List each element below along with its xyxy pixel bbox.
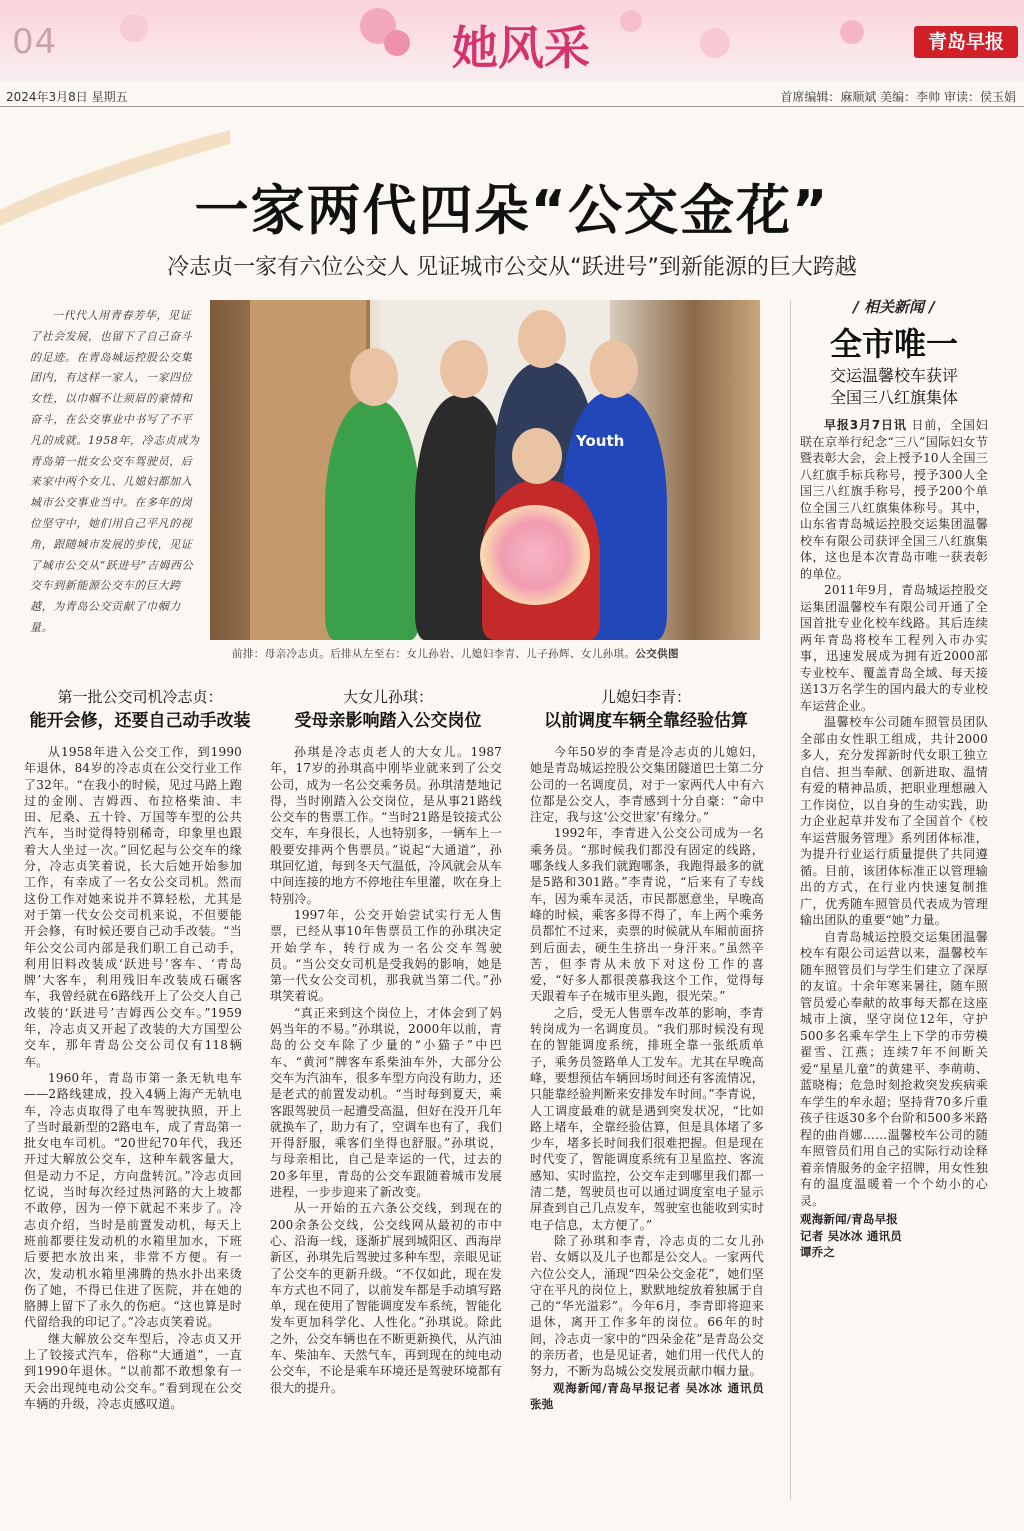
article-byline: 观海新闻/青岛早报记者 吴冰冰 通讯员 张弛 [530, 1380, 764, 1411]
photo-caption-text: 前排：母亲冷志贞。后排从左至右：女儿孙岩、儿媳妇李青、儿子孙辉、女儿孙琪。 [232, 648, 636, 660]
flower-decoration-icon [620, 10, 642, 32]
sidebar-title: 全市唯一 [829, 325, 958, 363]
sidebar-lead: 早报3月7日讯 [824, 418, 907, 432]
page-number: 04 [12, 22, 58, 62]
related-news-label: / 相关新闻 / [853, 298, 935, 316]
photo-head [518, 310, 566, 368]
paragraph: 从一开始的五六条公交线，到现在的200余条公交线，公交线网从最初的市中心、沿海一线，逐渐扩展到城阳区、西海岸新区，孙琪先后驾驶过多种车型，亲眼见证了公交车的更新升级。“不仅如此，现在发车方式也不同了，以前发车都是手动填写路单，现在使用了智能调度发车系统，智能化发车更加科学化、人性化。”孙琪说。除此之外，公交车辆也在不断更新换代，从汽油车、柴油车、天然气车，再到现在的纯电动公交车，不论是乘车环境还是驾驶环境都有很大的提升。 [270, 1201, 502, 1395]
column-title: 能开会修，还要自己动手改装 [29, 711, 251, 731]
related-news-sidebar [800, 296, 988, 1261]
article-column-1 [24, 744, 242, 1412]
sidebar-subtitle-2: 全国三八红旗集体 [829, 388, 958, 407]
paragraph: 孙琪是冷志贞老人的大女儿。1987年，17岁的孙琪高中刚毕业就来到了公交公司，成为一名公交乘务员。孙琪清楚地记得，当时刚踏入公交岗位，是从事21路线公交车的售票工作。“当时21路是铰接式公交车，车身很长，人也特别多，一辆车上一般要安排两个售票员。”说起“大通道”，孙琪回忆道，每到冬天气温低，冷风就会从车中间连接的地方不停地往车里灌，吹在身上特别冷。 [270, 745, 502, 906]
paragraph: 继大解放公交车型后，冷志贞又开上了铰接式汽车，俗称“大通道”，一直到1990年退休。“以前都不敢想象有一天会出现纯电动公交车。”看到现在公交车辆的升级，冷志贞感叹道。 [24, 1331, 242, 1411]
column-kicker: 大女儿孙琪： [342, 688, 433, 706]
paragraph: 除了孙琪和李青，冷志贞的二女儿孙岩、女婿以及儿子也都是公交人。一家两代六位公交人，涌现“四朵公交金花”，她们坚守在平凡的岗位上，默默地绽放着独属于自己的“华光溢彩”。今年6月，李青即将迎来退休，离开工作多年的岗位。66年的时间，冷志贞一家中的“四朵金花”是青岛公交的亲历者，也是见证者，她们用一代代人的努力，不断为岛城公交发展贡献巾帼力量。 [530, 1233, 764, 1379]
flower-decoration-icon [120, 14, 148, 42]
paragraph: 之后，受无人售票车改革的影响，李青转岗成为一名调度员。“我们那时候没有现在的智能调度系统，排班全靠一张纸质单子，乘务员签路单人工发车。尤其在早晚高峰，要想预估车辆回场时间还有客流情况，只能靠经验判断来安排发车时间。”李青说，人工调度最难的就是遇到突发状况，“比如路上堵车，全靠经验估算，但是具体堵了多少车，堵多长时间我们很难把握。但是现在时代变了，智能调度系统有卫星监控、客流感知、实时监控，公交车走到哪里我们都一清二楚，驾驶员也可以通过调度室电子显示屏查到自己几点发车，驾驶室也能收到实时电子信息，太方便了。” [530, 1005, 764, 1232]
article-column-2 [270, 744, 502, 1396]
flower-decoration-icon [384, 30, 410, 56]
paragraph: 1997年，公交开始尝试实行无人售票，已经从事10年售票员工作的孙琪决定开始学车，转行成为一名公交车驾驶员。“当公交女司机是受我妈的影响，她是第一代女公交司机，那我就当第二代。”孙琪笑着说。 [270, 907, 502, 1004]
column-heading-2 [268, 686, 508, 734]
column-heading-1 [20, 686, 260, 734]
family-photo [210, 300, 760, 640]
paragraph: “真正来到这个岗位上，才体会到了妈妈当年的不易。”孙琪说，2000年以前，青岛的公交车除了少量的“小猫子”中巴车、“黄河”牌客车系柴油车外，大部分公交车为汽油车，很多车型方向没有助力，还是老式的前置发动机。“当时每到夏天，乘客跟驾驶员一起遭受高温，但好在没开几年就换车了，助力有了，空调车也有了，我们开得舒服，乘客们坐得也舒服。”孙琪说，与母亲相比，自己是幸运的一代，过去的20多年里，青岛的公交车跟随着城市发展进程，一步步迎来了新改变。 [270, 1005, 502, 1200]
column-divider [790, 300, 791, 1500]
article-column-3 [530, 744, 764, 1412]
paragraph: 1992年，李青进入公交公司成为一名乘务员。“那时候我们都没有固定的线路，哪条线人多我们就跑哪条，我跑得最多的就是5路和301路。”李青说，“后来有了专线车，因为乘车灵活，市民都愿意坐，早晚高峰的时候，乘客多得不得了，车上两个乘务员都忙不过来，卖票的时候就从车厢前面挤到后面去，硬生生挤出一身汗来。”虽然辛苦，但李青从未放下对这份工作的喜爱，“好多人都很羡慕我这个工作，觉得每天跟着车子在城市里头跑，很光荣。” [530, 826, 764, 1004]
paragraph: 1960年，青岛市第一条无轨电车——2路线建成，投入4辆上海产无轨电车，冷志贞取得了电车驾驶执照，开上了当时最新型的2路电车，成了青岛第一批女电车司机。“20世纪70年代，我还开过大解放公交车，这种车载客量大，但是动力不足，方向盘转沉。”冷志贞回忆说，当时每次经过热河路的大上坡都不敢停，因为一停下就起不来步了。冷志贞介绍，当时是前置发动机，每天上班前都要往发动机的水箱里加水，下班后要把水放出来，非常不方便。有一次，发动机水箱里沸腾的热水扑出来烫伤了她，不得已住进了医院，并在她的胳膊上留下了永久的伤疤。“这也算是时代留给我的印记了。”冷志贞笑着说。 [24, 1070, 242, 1330]
newspaper-logo: 青岛早报 [914, 26, 1018, 58]
column-kicker: 儿媳妇李青： [600, 688, 691, 706]
column-heading-3 [526, 686, 766, 734]
editors-line: 首席编辑：麻顺斌 美编：李帅 审读：侯玉娟 [780, 90, 1016, 104]
column-kicker: 第一批公交司机冷志贞： [57, 688, 223, 706]
flower-decoration-icon [700, 28, 730, 58]
sidebar-body [800, 417, 988, 1261]
paragraph: 从1958年进入公交工作，到1990年退休，84岁的冷志贞在公交行业工作了32年。“在我小的时候，见过马路上跑过的金刚、吉姆西、布拉格柴油、丰田、尼桑、五十铃、万国等车型的公共汽车，当时觉得特别稀奇，印象里也跟着大人坐过一次。”回忆起与公交车的缘分，冷志贞笑着说，长大后她开始参加工作，有幸成了一名女公交司机。然而这份工作对她来说并不算轻松，尤其是对于第一代女公交司机来说，不但要能开会修，有时候还要自己动手改装。“当年公交公司内部是我们职工自己动手，利用旧料改装成‘跃进号’客车、‘青岛牌’大客车，利用残旧车改装成石碾客车，我曾经就在6路线开上了公交人自己改装的‘跃进号’吉姆西公交车。”1959年，冷志贞又开起了改装的大方国型公交车，那年青岛公交公司仅有118辆车。 [24, 745, 242, 1069]
sidebar-byline: 观海新闻/青岛早报 记者 吴冰冰 通讯员 谭乔之 [800, 1212, 903, 1259]
photo-head [440, 340, 488, 398]
photo-shirt-text: Youth [576, 432, 625, 450]
paragraph: 2011年9月，青岛城运控股交运集团温馨校车有限公司开通了全国首批专业化校车线路。其后连续两年青岛将校车工程列入市办实事，迅速发展成为拥有近2000部专业校车、覆盖青岛全域、每天接送13万名学生的国内最大的专业校车运营企业。 [800, 583, 988, 713]
paragraph: 温馨校车公司随车照管员团队全部由女性职工组成，共计2000多人，充分发挥新时代女职工独立自信、担当奉献、创新进取、温情有爱的精神品质，把职业理想融入工作岗位，以自身的生动实践，助力企业起草并发布了全国首个《校车运营服务管理》系列团体标准，为提升行业运行质量提供了共同遵循。目前，该团体标准正以管理输出的方式，在行业内快速复制推广，优秀随车照管员代表成为管理输出团队的重要“她”力量。 [800, 715, 988, 927]
article-intro: 一代代人用青春芳华，见证了社会发展，也留下了自己奋斗的足迹。在青岛城运控股公交集团内，有这样一家人，一家四位女性，以巾帼不让须眉的豪情和奋斗，在公交事业中书写了不平凡的成就。1958年，冷志贞成为青岛第一批女公交车驾驶员，后来家中两个女儿、儿媳妇都加入城市公交事业当中。在多年的岗位坚守中，她们用自己平凡的视角，跟随城市发展的步伐，见证了城市公交从“跃进号”吉姆西公交车到新能源公交车的巨大跨越，为青岛公交贡献了巾帼力量。 [30, 309, 200, 634]
photo-head [350, 348, 398, 406]
section-title: 她风采 [452, 21, 590, 75]
photo-credit: 公交供图 [635, 648, 679, 660]
flower-bouquet [480, 505, 590, 605]
photo-caption [232, 646, 762, 661]
article-subhead: 冷志贞一家有六位公交人 见证城市公交从“跃进号”到新能源的巨大跨越 [167, 255, 857, 280]
article-headline: 一家两代四朵“公交金花” [194, 179, 830, 242]
paragraph: 日前，全国妇联在京举行纪念“三八”国际妇女节暨表彰大会，会上授予10人全国三八红旗手标兵称号，授予300人全国三八红旗手称号，授予200个单位全国三八红旗集体称号。其中，山东省青岛城运控股交运集团温馨校车有限公司获评全国三八红旗集体，这也是本次青岛市唯一获表彰的单位。 [800, 418, 989, 581]
sidebar-subtitle-1: 交运温馨校车获评 [829, 366, 958, 385]
paragraph: 自青岛城运控股交运集团温馨校车有限公司运营以来，温馨校车随车照管员们与学生们建立了深厚的友谊。十余年寒来暑往，随车照管员爱心奉献的故事每天都在这座城市上演，坚守岗位12年，守护500多名乘车学生上下学的市劳模翟雪、江燕；连续7年不间断关爱“星星儿童”的黄建平、李萌萌、蓝晓梅；危急时刻抢救突发疾病乘车学生的牟永超；坚持背70多斤重孩子往返30多个台阶和500多米路程的曲肖娜……温馨校车公司的随车照管员们用自己的实际行动诠释着亲情服务的金字招牌，用女性独有的温度温暖着一个个幼小的心灵。 [800, 929, 988, 1208]
photo-person-green [325, 400, 420, 640]
flower-decoration-icon [840, 20, 864, 44]
paragraph: 今年50岁的李青是冷志贞的儿媳妇，她是青岛城运控股公交集团隧道巴士第二分公司的一名调度员，对于一家两代人中有六位都是公交人，李青感到十分自豪：“命中注定，我与这‘公交世家’有缘分。” [530, 745, 764, 825]
column-title: 以前调度车辆全靠经验估算 [544, 711, 748, 731]
issue-date: 2024年3月8日 星期五 [6, 90, 128, 104]
header-divider [0, 106, 1024, 107]
photo-head [512, 428, 562, 484]
photo-head [590, 340, 638, 398]
column-title: 受母亲影响踏入公交岗位 [294, 711, 482, 731]
